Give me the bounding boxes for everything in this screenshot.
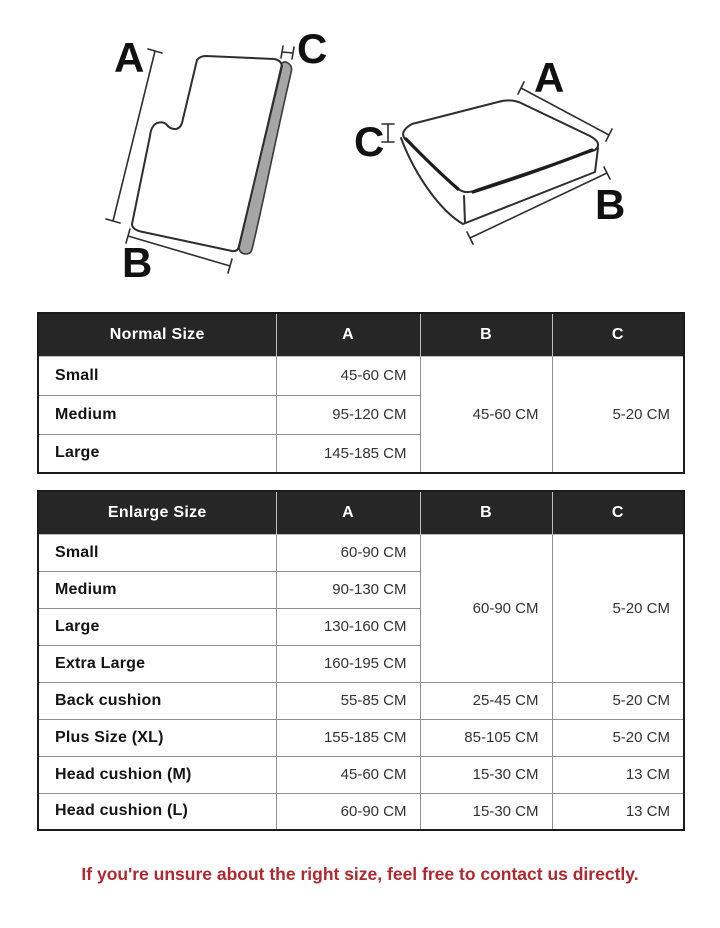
back-dim-label-b: B bbox=[122, 239, 153, 286]
row-label: Plus Size (XL) bbox=[38, 719, 276, 756]
dimension-line-a bbox=[518, 82, 612, 141]
column-header-a: A bbox=[276, 313, 420, 356]
value-cell-b: 15-30 CM bbox=[420, 756, 552, 793]
value-cell-c: 5-20 CM bbox=[552, 719, 684, 756]
seat-dim-label-a: A bbox=[534, 54, 565, 101]
table-row bbox=[38, 356, 684, 395]
back-cushion-diagram bbox=[98, 18, 342, 292]
table-header-row bbox=[38, 491, 684, 534]
table-row bbox=[38, 534, 684, 571]
merged-value-cell-c: 5-20 CM bbox=[552, 534, 684, 682]
value-cell-a: 60-90 CM bbox=[276, 793, 420, 830]
value-cell-c: 13 CM bbox=[552, 756, 684, 793]
seat-dim-label-c: C bbox=[354, 118, 385, 165]
seat-cushion-diagram bbox=[346, 46, 720, 272]
table-row bbox=[38, 719, 684, 756]
row-label: Small bbox=[38, 356, 276, 395]
table-header-row bbox=[38, 313, 684, 356]
value-cell-b: 15-30 CM bbox=[420, 793, 552, 830]
merged-value-cell-b: 45-60 CM bbox=[420, 356, 552, 473]
seat-dim-label-b: B bbox=[595, 181, 626, 228]
value-cell-a: 90-130 CM bbox=[276, 571, 420, 608]
value-cell-a: 45-60 CM bbox=[276, 756, 420, 793]
row-label: Head cushion (M) bbox=[38, 756, 276, 793]
normal-size-table bbox=[37, 312, 685, 474]
table-title: Enlarge Size bbox=[38, 491, 276, 534]
row-label: Medium bbox=[38, 571, 276, 608]
table-row bbox=[38, 793, 684, 830]
row-label: Large bbox=[38, 608, 276, 645]
back-dim-label-c: C bbox=[297, 25, 328, 72]
value-cell-a: 155-185 CM bbox=[276, 719, 420, 756]
value-cell-a: 160-195 CM bbox=[276, 645, 420, 682]
contact-note: If you're unsure about the right size, feel free to contact us directly. bbox=[81, 864, 639, 884]
enlarge-size-table bbox=[37, 490, 685, 831]
value-cell-a: 95-120 CM bbox=[276, 395, 420, 434]
value-cell-c: 13 CM bbox=[552, 793, 684, 830]
row-label: Medium bbox=[38, 395, 276, 434]
row-label: Back cushion bbox=[38, 682, 276, 719]
dimension-line-c bbox=[281, 46, 294, 59]
column-header-c: C bbox=[552, 491, 684, 534]
column-header-c: C bbox=[552, 313, 684, 356]
value-cell-a: 45-60 CM bbox=[276, 356, 420, 395]
row-label: Large bbox=[38, 434, 276, 473]
table-title: Normal Size bbox=[38, 313, 276, 356]
seat-cushion-side-faces bbox=[401, 138, 598, 224]
merged-value-cell-c: 5-20 CM bbox=[552, 356, 684, 473]
value-cell-c: 5-20 CM bbox=[552, 682, 684, 719]
value-cell-a: 130-160 CM bbox=[276, 608, 420, 645]
row-label: Head cushion (L) bbox=[38, 793, 276, 830]
value-cell-a: 55-85 CM bbox=[276, 682, 420, 719]
row-label: Extra Large bbox=[38, 645, 276, 682]
back-cushion-side-face bbox=[239, 62, 292, 254]
column-header-a: A bbox=[276, 491, 420, 534]
back-dim-label-a: A bbox=[114, 34, 145, 81]
dimension-line-b bbox=[467, 167, 610, 244]
back-cushion-front-face bbox=[132, 56, 282, 251]
row-label: Small bbox=[38, 534, 276, 571]
merged-value-cell-b: 60-90 CM bbox=[420, 534, 552, 682]
column-header-b: B bbox=[420, 313, 552, 356]
value-cell-b: 25-45 CM bbox=[420, 682, 552, 719]
table-row bbox=[38, 682, 684, 719]
value-cell-a: 60-90 CM bbox=[276, 534, 420, 571]
table-row bbox=[38, 756, 684, 793]
value-cell-b: 85-105 CM bbox=[420, 719, 552, 756]
value-cell-a: 145-185 CM bbox=[276, 434, 420, 473]
column-header-b: B bbox=[420, 491, 552, 534]
